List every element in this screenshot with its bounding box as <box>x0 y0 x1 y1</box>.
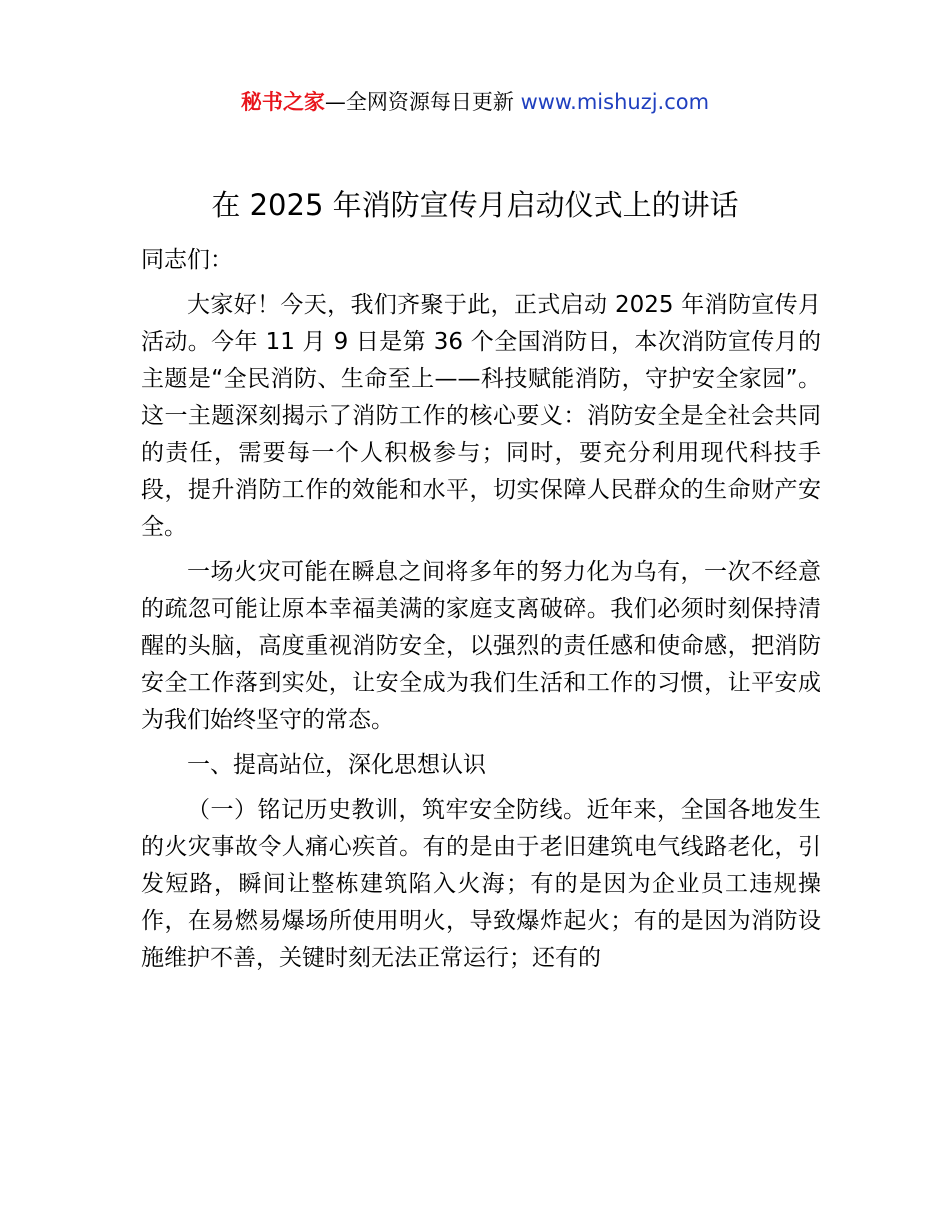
paragraph-intro: 大家好！今天，我们齐聚于此，正式启动 2025 年消防宣传月活动。今年 11 月 9 日是第 36 个全国消防日，本次消防宣传月的主题是“全民消防、生命至上——科技赋能消防，守护安全家园”。这一主题深刻揭示了消防工作的核心要义：消防安全是全社会共同的责任，需要每一个人积极参与；同时，要充分利用现代科技手段，提升消防工作的效能和水平，切实保障人民群众的生命财产安全。 <box>141 292 821 540</box>
brand-name: 秘书之家 <box>240 90 325 114</box>
section-heading: 一、提高站位，深化思想认识 <box>187 752 486 778</box>
site-url-link[interactable]: www.mishuzj.com <box>520 90 710 114</box>
salutation: 同志们： <box>141 247 233 273</box>
document-title: 在 2025 年消防宣传月启动仪式上的讲话 <box>211 188 739 222</box>
header-tagline: —全网资源每日更新 <box>324 90 521 114</box>
site-header <box>0 86 950 118</box>
paragraph-warning: 一场火灾可能在瞬息之间将多年的努力化为乌有，一次不经意的疏忽可能让原本幸福美满的家庭支离破碎。我们必须时刻保持清醒的头脑，高度重视消防安全，以强烈的责任感和使命感，把消防安全工作落到实处，让安全成为我们生活和工作的习惯，让平安成为我们始终坚守的常态。 <box>141 559 821 733</box>
document-body <box>141 214 821 977</box>
section-paragraph: （一）铭记历史教训，筑牢安全防线。近年来，全国各地发生的火灾事故令人痛心疾首。有的是由于老旧建筑电气线路老化，引发短路，瞬间让整栋建筑陷入火海；有的是因为企业员工违规操作，在易燃易爆场所使用明火，导致爆炸起火；有的是因为消防设施维护不善，关键时刻无法正常运行；还有的 <box>141 797 821 971</box>
